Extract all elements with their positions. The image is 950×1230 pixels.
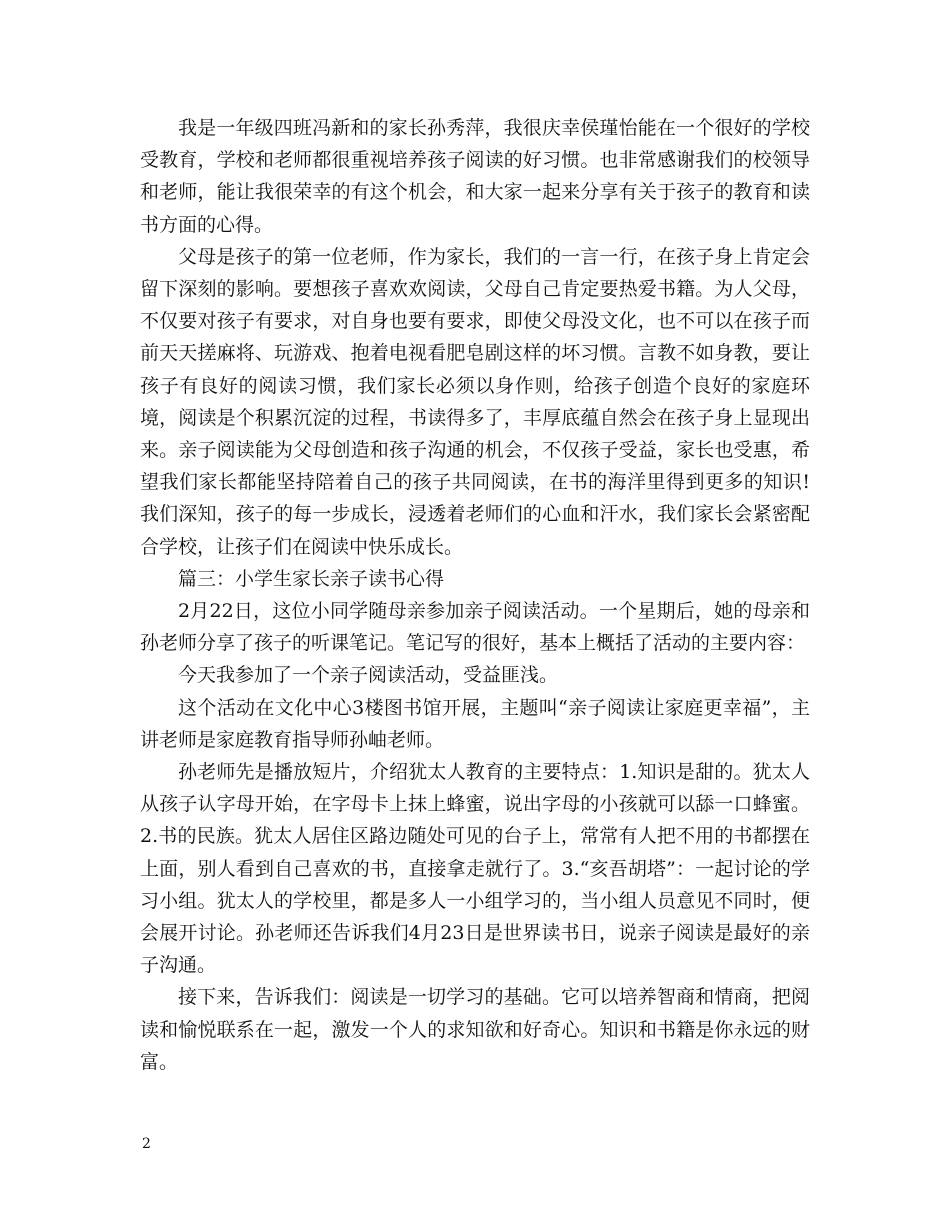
section-heading: 篇三：小学生家长亲子读书心得 xyxy=(178,567,445,590)
paragraph: 2月22日，这位小同学随母亲参加亲子阅读活动。一个星期后，她的母亲和孙老师分享了孩子的听课笔记。笔记写的很好，基本上概括了活动的主要内容： xyxy=(140,600,810,655)
paragraph: 我是一年级四班冯新和的家长孙秀萍，我很庆幸侯瑾怡能在一个很好的学校受教育，学校和老师都很重视培养孩子阅读的好习惯。也非常感谢我们的校领导和老师，能让我很荣幸的有这个机会，和大家一起来分享有关于孩子的教育和读书方面的心得。 xyxy=(140,117,810,236)
paragraph: 今天我参加了一个亲子阅读活动，受益匪浅。 xyxy=(178,664,559,687)
document-body xyxy=(140,112,810,1078)
paragraph: 接下来，告诉我们：阅读是一切学习的基础。它可以培养智商和情商，把阅读和愉悦联系在一起，激发一个人的求知欲和好奇心。知识和书籍是你永远的财富。 xyxy=(140,986,810,1073)
paragraph: 孙老师先是播放短片，介绍犹太人教育的主要特点：1.知识是甜的。犹太人从孩子认字母开始，在字母卡上抹上蜂蜜，说出字母的小孩就可以舔一口蜂蜜。2.书的民族。犹太人居住区路边随处可见的台子上，常常有人把不用的书都摆在上面，别人看到自己喜欢的书，直接拿走就行了。3.“亥吾胡塔”：一起讨论的学习小组。犹太人的学校里，都是多人一小组学习的，当小组人员意见不同时，便会展开讨论。孙老师还告诉我们4月23日是世界读书日，说亲子阅读是最好的亲子沟通。 xyxy=(140,761,810,977)
paragraph: 这个活动在文化中心3楼图书馆开展，主题叫“亲子阅读让家庭更幸福”，主讲老师是家庭教育指导师孙岫老师。 xyxy=(140,696,810,751)
page-number: 2 xyxy=(142,1136,151,1152)
paragraph: 父母是孩子的第一位老师，作为家长，我们的一言一行，在孩子身上肯定会留下深刻的影响。要想孩子喜欢欢阅读，父母自己肯定要热爱书籍。为人父母，不仅要对孩子有要求，对自身也要有要求，即使父母没文化，也不可以在孩子而前天天搓麻将、玩游戏、抱着电视看肥皂剧这样的坏习惯。言教不如身教，要让孩子有良好的阅读习惯，我们家长必须以身作则，给孩子创造个良好的家庭环境，阅读是个积累沉淀的过程，书读得多了，丰厚底蕴自然会在孩子身上显现出来。亲子阅读能为父母创造和孩子沟通的机会，不仅孩子受益，家长也受惠，希望我们家长都能坚持陪着自己的孩子共同阅读，在书的海洋里得到更多的知识!我们深知，孩子的每一步成长，浸透着老师们的心血和汗水，我们家长会紧密配合学校，让孩子们在阅读中快乐成长。 xyxy=(140,245,810,558)
